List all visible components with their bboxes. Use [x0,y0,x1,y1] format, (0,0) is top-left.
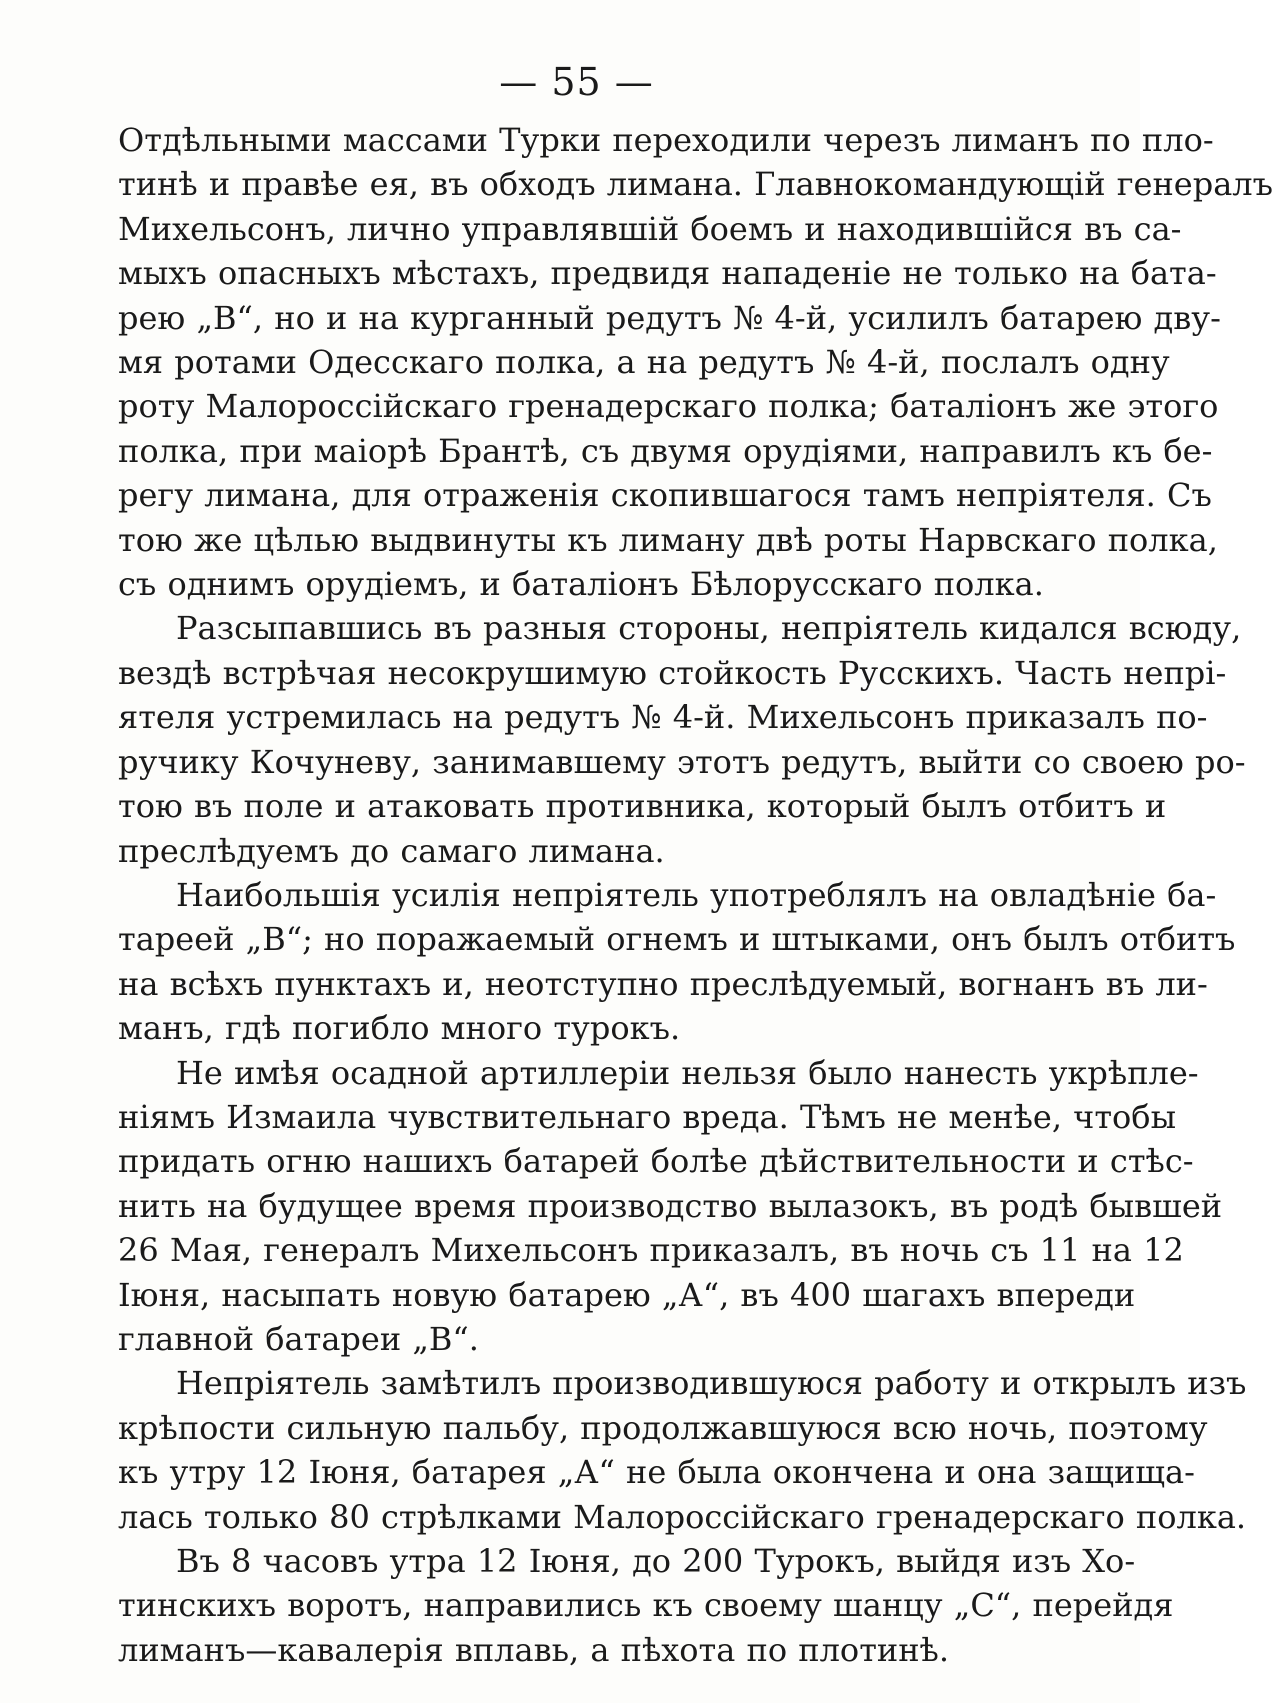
text-line: рею „В“, но и на курганный редутъ № 4-й, усилилъ батарею дву- [118,298,1221,337]
text-line: лиманъ—кавалерія вплавь, а пѣхота по плотинѣ. [118,1630,950,1669]
text-line: манъ, гдѣ погибло много турокъ. [118,1009,681,1048]
text-line: тою въ поле и атаковать противника, который былъ отбитъ и [118,787,1167,826]
text-line: Іюня, насыпать новую батарею „А“, въ 400 шагахъ впереди [118,1275,1136,1314]
text-line: мя ротами Одесскаго полка, а на редутъ № 4-й, послалъ одну [118,343,1170,382]
text-line: Не имѣя осадной артиллеріи нельзя было нанесть укрѣпле- [176,1053,1199,1092]
body-text [118,118,1273,1672]
text-line: Михельсонъ, лично управлявшій боемъ и находившійся въ са- [118,209,1182,248]
text-line: 26 Мая, генералъ Михельсонъ приказалъ, въ ночь съ 11 на 12 [118,1231,1184,1270]
paragraph [118,1539,1174,1672]
text-line: мыхъ опасныхъ мѣстахъ, предвидя нападеніе не только на бата- [118,254,1217,293]
text-line: на всѣхъ пунктахъ и, неотступно преслѣдуемый, вогнанъ въ ли- [118,964,1208,1003]
text-line: тою же цѣлью выдвинуты къ лиману двѣ роты Нарвскаго полка, [118,520,1218,559]
text-line: полка, при маіорѣ Брантѣ, съ двумя орудіями, направилъ къ бе- [118,431,1213,470]
paragraph [118,118,1273,606]
text-line: ручику Кочуневу, занимавшему этотъ редутъ, выйти со своею ро- [118,742,1246,781]
text-line: преслѣдуемъ до самаго лимана. [118,831,665,870]
text-line: къ утру 12 Іюня, батарея „А“ не была окончена и она защища- [118,1453,1195,1492]
text-line: Непріятель замѣтилъ производившуюся работу и открылъ изъ [176,1364,1247,1403]
page-number: — 55 — [499,60,654,104]
text-line: главной батареи „В“. [118,1319,479,1358]
text-line: нить на будущее время производство вылазокъ, въ родѣ бывшей [118,1186,1223,1225]
text-line: тинскихъ воротъ, направились къ своему шанцу „С“, перейдя [118,1586,1174,1625]
text-line: крѣпости сильную пальбу, продолжавшуюся всю ночь, поэтому [118,1408,1208,1447]
text-line: Разсыпавшись въ разныя стороны, непріятель кидался всюду, [176,609,1242,648]
paragraph [118,873,1236,1051]
paragraph [118,1361,1247,1539]
text-line: съ однимъ орудіемъ, и баталіонъ Бѣлорусскаго полка. [118,565,1044,604]
text-line: ніямъ Измаила чувствительнаго вреда. Тѣмъ не менѣе, чтобы [118,1097,1177,1136]
text-line: тинѣ и правѣе ея, въ обходъ лимана. Главнокомандующій генералъ [118,165,1273,204]
text-line: Въ 8 часовъ утра 12 Іюня, до 200 Турокъ, выйдя изъ Хо- [176,1542,1136,1580]
text-line: Наибольшія усилія непріятель употреблялъ на овладѣніе ба- [176,875,1217,914]
paragraph [118,1051,1223,1362]
text-line: лась только 80 стрѣлками Малороссійскаго гренадерскаго полка. [118,1497,1247,1536]
text-line: вездѣ встрѣчая несокрушимую стойкость Русскихъ. Часть непрі- [118,653,1227,692]
text-line: придать огню нашихъ батарей болѣе дѣйствительности и стѣс- [118,1142,1194,1181]
text-line: тареей „В“; но поражаемый огнемъ и штыками, онъ былъ отбитъ [118,920,1236,959]
text-line: Отдѣльными массами Турки переходили черезъ лиманъ по пло- [118,121,1214,159]
paragraph [118,606,1246,872]
text-line: роту Малороссійскаго гренадерскаго полка; баталіонъ же этого [118,387,1219,426]
text-line: ятеля устремилась на редутъ № 4-й. Михельсонъ приказалъ по- [118,698,1208,737]
text-line: регу лимана, для отраженія скопившагося тамъ непріятеля. Съ [118,476,1212,515]
